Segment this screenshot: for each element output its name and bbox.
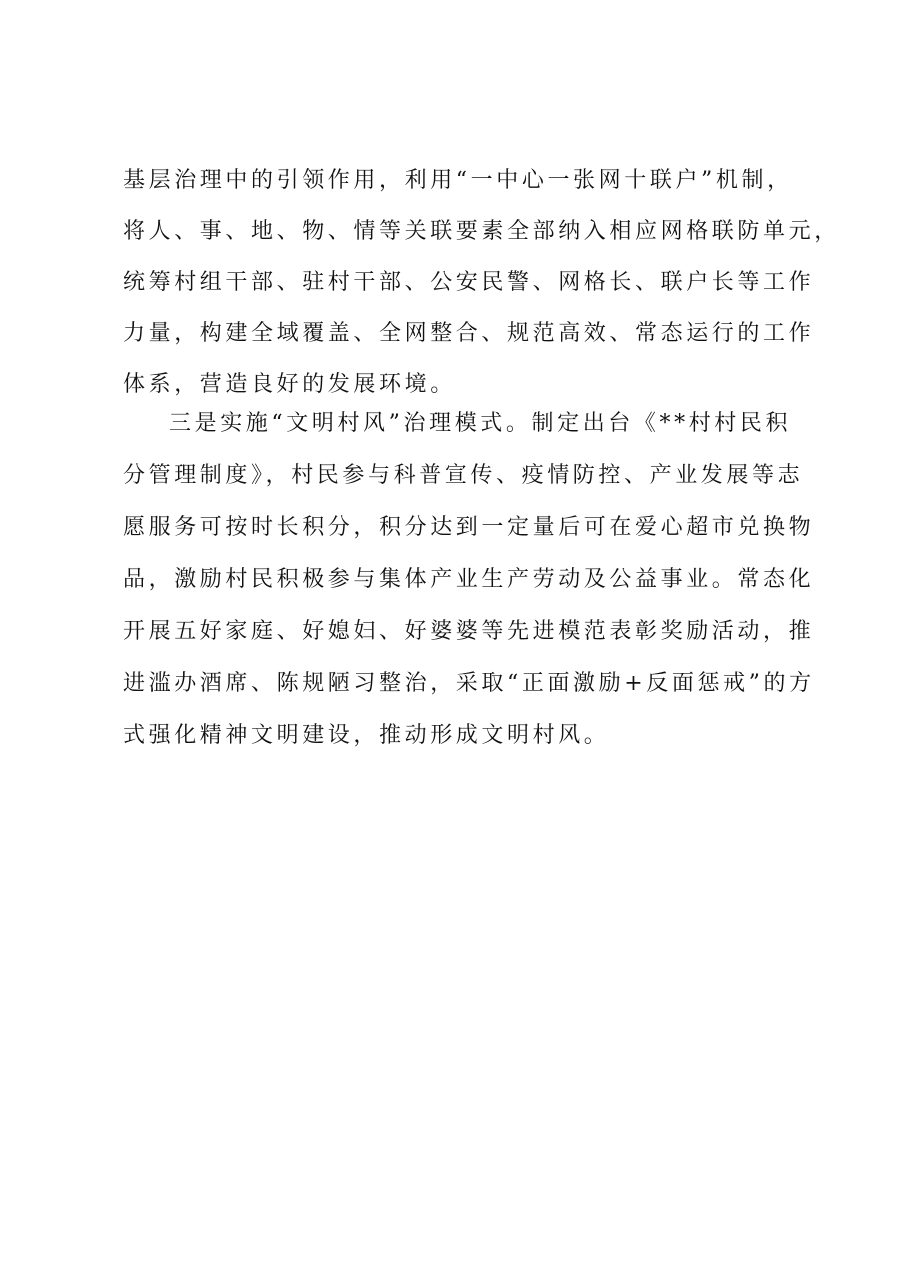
paragraph-line: 力量，构建全域覆盖、全网整合、规范高效、常态运行的工作 bbox=[123, 321, 815, 346]
paragraph-line: 将人、事、地、物、情等关联要素全部纳入相应网格联防单元， bbox=[123, 219, 840, 244]
paragraph-line: 开展五好家庭、好媳妇、好婆婆等先进模范表彰奖励活动，推 bbox=[123, 619, 815, 644]
paragraph-line: 品，激励村民积极参与集体产业生产劳动及公益事业。常态化 bbox=[123, 567, 815, 592]
paragraph-line: 进滥办酒席、陈规陋习整治，采取“正面激励+反面惩戒”的方 bbox=[123, 671, 815, 696]
paragraph-line: 愿服务可按时长积分，积分达到一定量后可在爱心超市兑换物 bbox=[123, 515, 815, 540]
paragraph-line: 式强化精神文明建设，推动形成文明村风。 bbox=[123, 723, 610, 748]
paragraph-line: 三是实施“文明村风”治理模式。制定出台《**村村民积 bbox=[169, 411, 792, 436]
paragraph-line: 基层治理中的引领作用，利用“一中心一张网十联户”机制， bbox=[123, 168, 793, 193]
paragraph-line: 体系，营造良好的发展环境。 bbox=[123, 372, 456, 397]
paragraph-line: 统筹村组干部、驻村干部、公安民警、网格长、联户长等工作 bbox=[123, 270, 815, 295]
paragraph-line: 分管理制度》，村民参与科普宣传、疫情防控、产业发展等志 bbox=[123, 463, 804, 488]
